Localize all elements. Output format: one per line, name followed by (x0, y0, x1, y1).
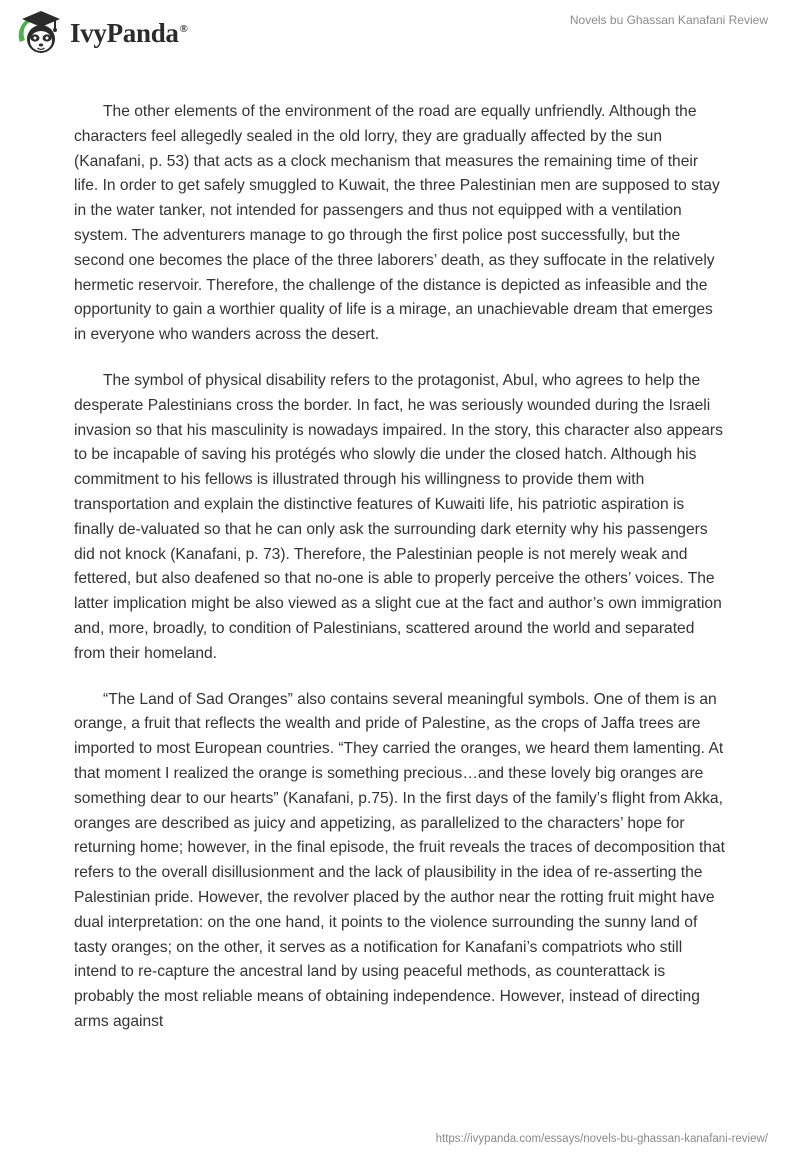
panda-graduate-icon (14, 8, 64, 58)
brand-name: IvyPanda® (70, 17, 188, 48)
paragraph-3: “The Land of Sad Oranges” also contains several meaningful symbols. One of them is an orange, a fruit that reflects the wealth and pride of Palestine, as the crops of Jaffa trees are imported to most European countries. “They carried the oranges, we heard them lamenting. At that moment I realized the orange is something precious…and these lovely big oranges are something dear to our hearts” (Kanafani, p.75). In the first days of the family’s flight from Akka, oranges are described as juicy and appetizing, as parallelized to the characters’ hope for returning home; however, in the final episode, the fruit reveals the traces of decomposition that refers to the overall disillusionment and the lack of plausibility in the idea of re-asserting the Palestinian pride. However, the revolver placed by the author near the rotting fruit might have dual interpretation: on the one hand, it points to the violence surrounding the sunny land of tasty oranges; on the other, it serves as a notification for Kanafani’s compatriots who still intend to re-capture the ancestral land by using peaceful methods, as counterattack is probably the most reliable means of obtaining independence. However, instead of directing arms against (74, 690, 725, 1030)
page-header (0, 0, 800, 70)
ivypanda-logo[interactable] (14, 8, 188, 58)
registered-mark: ® (179, 22, 188, 35)
paragraph-2: The symbol of physical disability refers to the protagonist, Abul, who agrees to help the desperate Palestinians cross the border. In fact, he was seriously wounded during the Israeli invasion so that his masculinity is nowadays impaired. In the story, this character also appears to be incapable of saving his protégés who slowly die under the closed hatch. Although his commitment to his fellows is illustrated through his willingness to provide them with transportation and explain the distinctive features of Kuwaiti life, his patriotic aspiration is finally de-valuated so that he can only ask the surrounding dark eternity why his passengers did not knock (Kanafani, p. 73). Therefore, the Palestinian people is not merely weak and fettered, but also deafened so that no-one is able to properly perceive the others’ voices. The latter implication might be also viewed as a slight cue at the fact and author’s own immigration and, more, broadly, to condition of Palestinians, scattered around the world and separated from their homeland. (74, 371, 723, 662)
source-url-link[interactable]: https://ivypanda.com/essays/novels-bu-ghassan-kanafani-review/ (435, 1133, 768, 1145)
essay-body (74, 100, 726, 1056)
paragraph-1: The other elements of the environment of the road are equally unfriendly. Although the characters feel allegedly sealed in the old lorry, they are gradually affected by the sun (Kanafani, p. 53) that acts as a clock mechanism that measures the remaining time of their life. In order to get safely smuggled to Kuwait, the three Palestinian men are supposed to stay in the water tanker, not intended for passengers and thus not equipped with a ventilation system. The adventurers manage to go through the first police post successfully, but the second one becomes the place of the three laborers’ death, as they suffocate in the relatively hermetic reservoir. Therefore, the challenge of the distance is depicted as infeasible and the opportunity to gain a worthier quality of life is a mirage, an unachievable dream that emerges in everyone who wanders across the desert. (74, 103, 720, 344)
running-title: Novels bu Ghassan Kanafani Review (569, 13, 768, 27)
